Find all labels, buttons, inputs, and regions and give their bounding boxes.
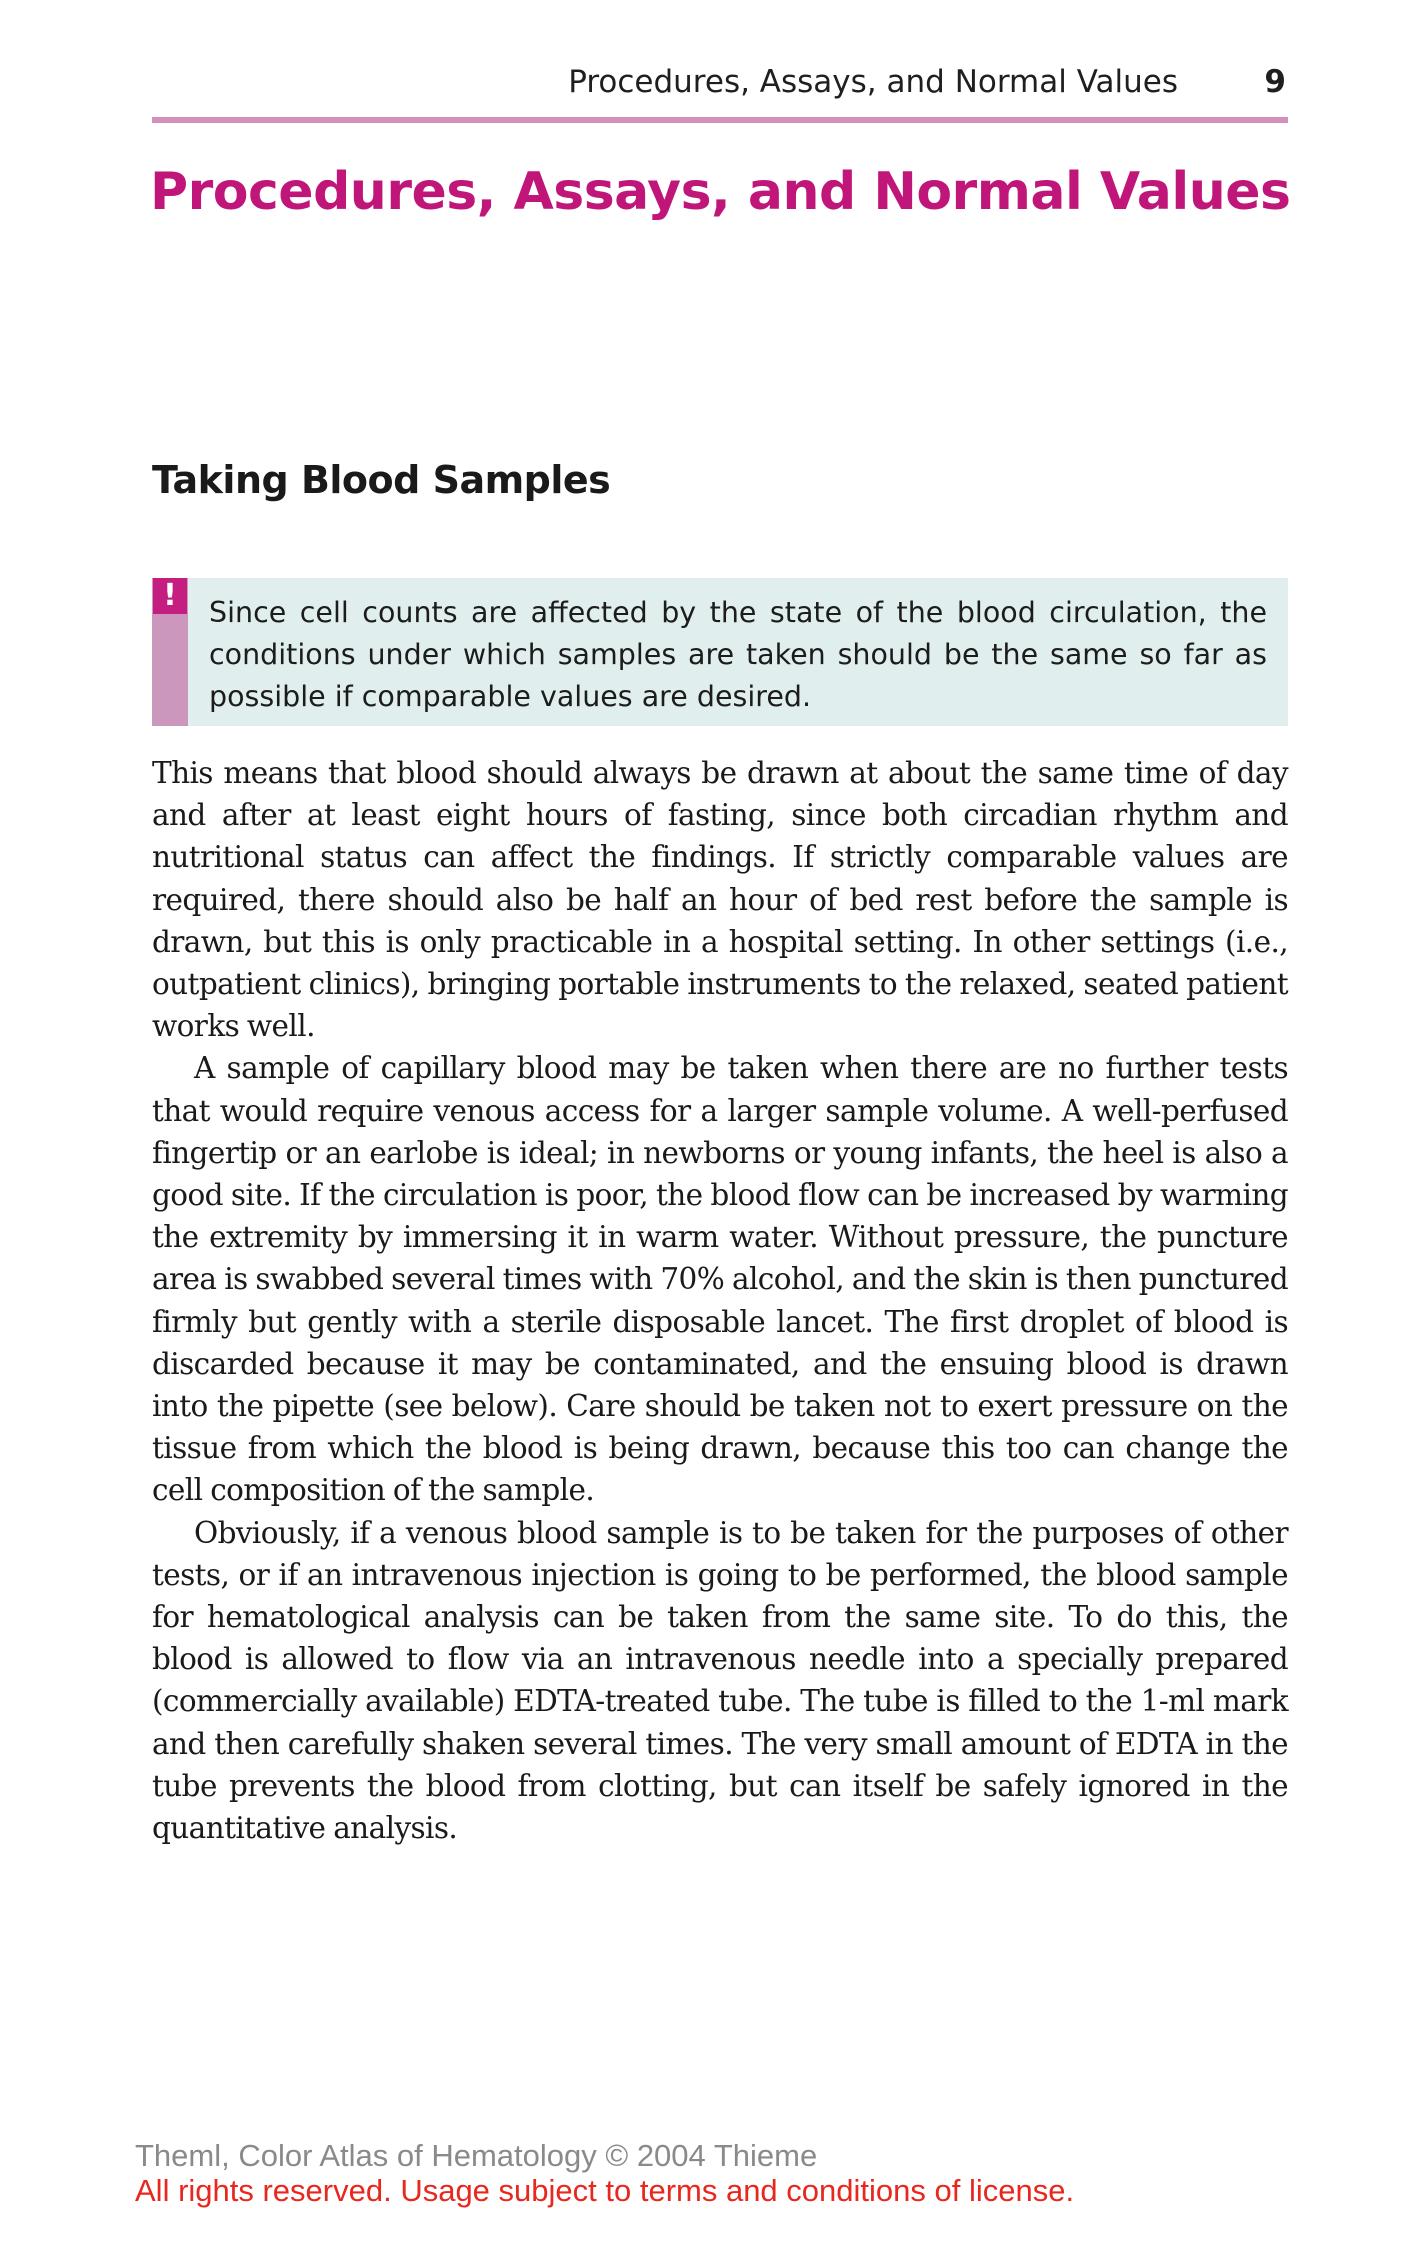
note-box <box>152 578 1288 726</box>
footer <box>135 2138 1074 2208</box>
paragraph-2: A sample of capillary blood may be taken when there are no further tests that would require venous access for a larger sample volume. A well-perfused fingertip or an earlobe is ideal; in newborns or young infants, the heel is also a good site. If the circulation is poor, the blood flow can be increased by warming the extremity by immersing it in warm water. Without pressure, the puncture area is swabbed several times with 70% alcohol, and the skin is then punctured firmly but gently with a sterile disposable lancet. The first droplet of blood is discarded because it may be contaminated, and the ensuing blood is drawn into the pipette (see below). Care should be taken not to exert pressure on the tissue from which the blood is being drawn, because this too can change the cell composition of the sample. <box>152 1051 1288 1508</box>
page-number: 9 <box>1264 64 1286 100</box>
exclamation-icon: ! <box>153 578 187 614</box>
section-title: Taking Blood Samples <box>152 458 611 502</box>
running-title: Procedures, Assays, and Normal Values <box>568 64 1178 100</box>
chapter-title: Procedures, Assays, and Normal Values <box>150 162 1291 222</box>
footer-license: All rights reserved. Usage subject to terms and conditions of license. <box>135 2173 1075 2208</box>
note-text: Since cell counts are affected by the state of the blood circulation, the conditions under which samples are taken should be the same so far as possible if comparable values are desired. <box>209 596 1267 713</box>
note-side-bar <box>152 578 188 726</box>
running-header <box>152 64 1288 114</box>
paragraph-1: This means that blood should always be drawn at about the same time of day and after at least eight hours of fasting, since both circadian rhythm and nutritional status can affect the findings. If strictly comparable values are required, there should also be half an hour of bed rest before the sample is drawn, but this is only practicable in a hospital setting. In other settings (i.e., outpatient clinics), bringing portable instruments to the relaxed, seated patient works well. <box>152 756 1288 1044</box>
header-rule <box>152 117 1288 123</box>
body-text <box>152 752 1288 1849</box>
paragraph-3: Obviously, if a venous blood sample is to be taken for the purposes of other tests, or if an intravenous injection is going to be performed, the blood sample for hematological analysis can be taken from the same site. To do this, the blood is allowed to flow via an intravenous needle into a specially prepared (commercially available) EDTA-treated tube. The tube is filled to the 1-ml mark and then carefully shaken several times. The very small amount of EDTA in the tube prevents the blood from clotting, but can itself be safely ignored in the quantitative analysis. <box>152 1515 1288 1846</box>
footer-copyright: Theml, Color Atlas of Hematology © 2004 Thieme <box>135 2138 818 2173</box>
